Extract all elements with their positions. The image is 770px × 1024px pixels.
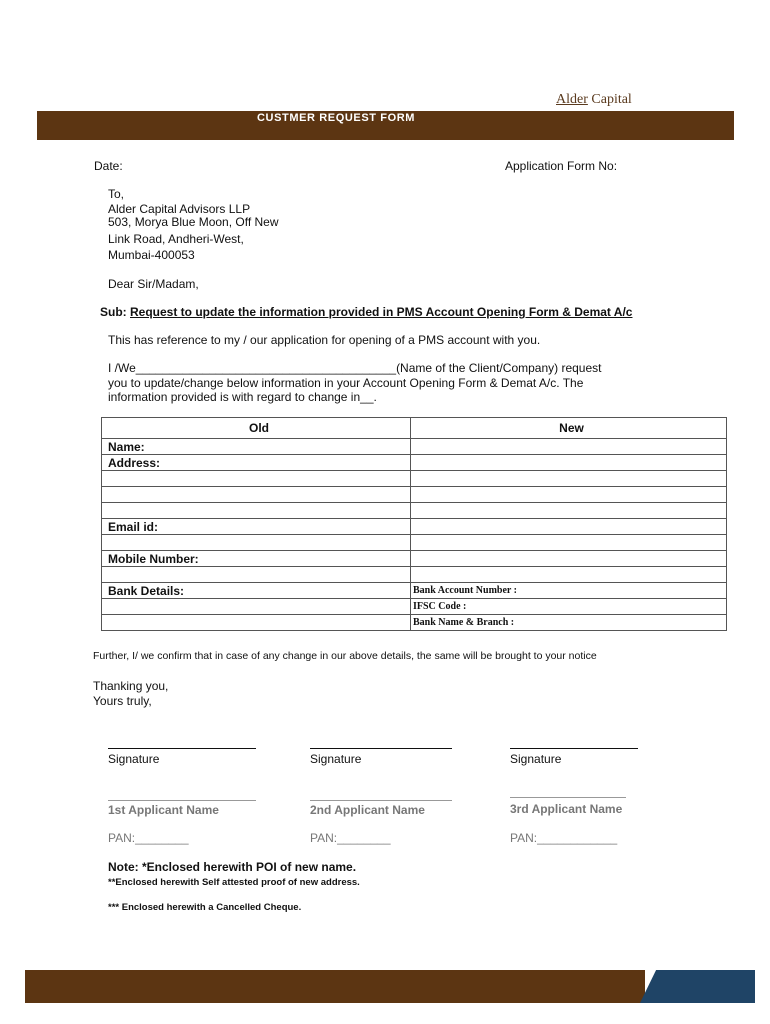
new-name-cell[interactable]: [411, 439, 727, 455]
applicant-name-label-3: 3rd Applicant Name: [510, 802, 623, 816]
mobile-label: Mobile Number:: [102, 551, 411, 567]
closing-yours: Yours truly,: [93, 694, 152, 708]
old-address-cell[interactable]: [102, 471, 411, 487]
email-label: Email id:: [102, 519, 411, 535]
table-row: [102, 487, 727, 503]
application-no-label: Application Form No:: [505, 159, 618, 173]
signature-line-3[interactable]: [510, 748, 638, 749]
salutation: Dear Sir/Madam,: [108, 277, 199, 291]
subject-text: Request to update the information provided in PMS Account Opening Form & Demat A/c: [130, 305, 633, 319]
table-row: [102, 535, 727, 551]
table-row: [102, 439, 727, 455]
signature-label-2: Signature: [310, 752, 362, 766]
table-row: [102, 615, 727, 631]
brand-name-part1: Alder: [556, 92, 588, 107]
table-row: [102, 455, 727, 471]
signature-line-1[interactable]: [108, 748, 256, 749]
applicant-name-label-2: 2nd Applicant Name: [310, 803, 425, 817]
note-1: Note: *Enclosed herewith POI of new name.: [108, 860, 357, 874]
address-line4: Mumbai-400053: [108, 248, 195, 262]
new-address-cell[interactable]: [411, 487, 727, 503]
table-row: [102, 583, 727, 599]
confirmation-text: Further, I/ we confirm that in case of any change in our above details, the same will be brought to your notice: [93, 650, 597, 662]
table-header-row: [102, 418, 727, 439]
form-title: CUSTMER REQUEST FORM: [257, 112, 416, 124]
applicant-name-line-2[interactable]: [310, 800, 452, 801]
signature-line-2[interactable]: [310, 748, 452, 749]
bank-details-label: Bank Details:: [102, 583, 411, 599]
request-line2: you to update/change below information in your Account Opening Form & Demat A/c. The: [108, 376, 584, 390]
footer-band-brown: [25, 970, 645, 1003]
footer-band-blue: [640, 970, 755, 1003]
bank-name-branch-label: Bank Name & Branch :: [411, 615, 727, 631]
header-old: Old: [102, 418, 411, 439]
header-band: [37, 111, 734, 140]
table-row: [102, 503, 727, 519]
table-row: [102, 551, 727, 567]
old-bank-cell[interactable]: [102, 599, 411, 615]
old-address-cell[interactable]: [102, 487, 411, 503]
brand-name-part2: Capital: [587, 92, 632, 107]
old-email-cell[interactable]: [102, 535, 411, 551]
new-mobile-cell[interactable]: [411, 551, 727, 567]
new-address-cell[interactable]: [411, 503, 727, 519]
old-address-cell[interactable]: [102, 503, 411, 519]
new-address-cell[interactable]: [411, 471, 727, 487]
subject-prefix: Sub:: [100, 305, 130, 319]
date-label: Date:: [94, 159, 123, 173]
signature-label-1: Signature: [108, 752, 160, 766]
old-bank-cell[interactable]: [102, 615, 411, 631]
address-to: To,: [108, 187, 125, 201]
applicant-name-line-3[interactable]: [510, 797, 626, 798]
note-2: **Enclosed herewith Self attested proof of new address.: [108, 877, 360, 888]
applicant-name-label-1: 1st Applicant Name: [108, 803, 219, 817]
address-line1: Alder Capital Advisors LLP: [108, 202, 251, 216]
address-line2: 503, Morya Blue Moon, Off New: [108, 215, 279, 229]
new-email-cell[interactable]: [411, 519, 727, 535]
table-row: [102, 599, 727, 615]
pan-label-3: PAN:____________: [510, 831, 618, 845]
pan-label-2: PAN:________: [310, 831, 391, 845]
new-email-cell[interactable]: [411, 535, 727, 551]
ifsc-code-label: IFSC Code :: [411, 599, 727, 615]
name-label: Name:: [102, 439, 411, 455]
change-request-table: [101, 417, 727, 631]
brand-logo-text: [556, 92, 632, 108]
address-line3: Link Road, Andheri-West,: [108, 232, 244, 246]
header-new: New: [411, 418, 727, 439]
pan-label-1: PAN:________: [108, 831, 189, 845]
request-line1: I /We_______________________________________(Name of the Client/Company) request: [108, 361, 602, 375]
closing-thanks: Thanking you,: [93, 679, 169, 693]
request-line3: information provided is with regard to change in__.: [108, 390, 377, 404]
reference-text: This has reference to my / our application for opening of a PMS account with you.: [108, 333, 541, 347]
signature-label-3: Signature: [510, 752, 562, 766]
table-row: [102, 519, 727, 535]
new-address-cell[interactable]: [411, 455, 727, 471]
table-row: [102, 471, 727, 487]
address-label: Address:: [102, 455, 411, 471]
bank-account-number-label: Bank Account Number :: [411, 583, 727, 599]
applicant-name-line-1[interactable]: [108, 800, 256, 801]
table-row: [102, 567, 727, 583]
new-mobile-cell[interactable]: [411, 567, 727, 583]
subject-line: [100, 305, 632, 319]
old-mobile-cell[interactable]: [102, 567, 411, 583]
note-3: *** Enclosed herewith a Cancelled Cheque.: [108, 902, 302, 913]
